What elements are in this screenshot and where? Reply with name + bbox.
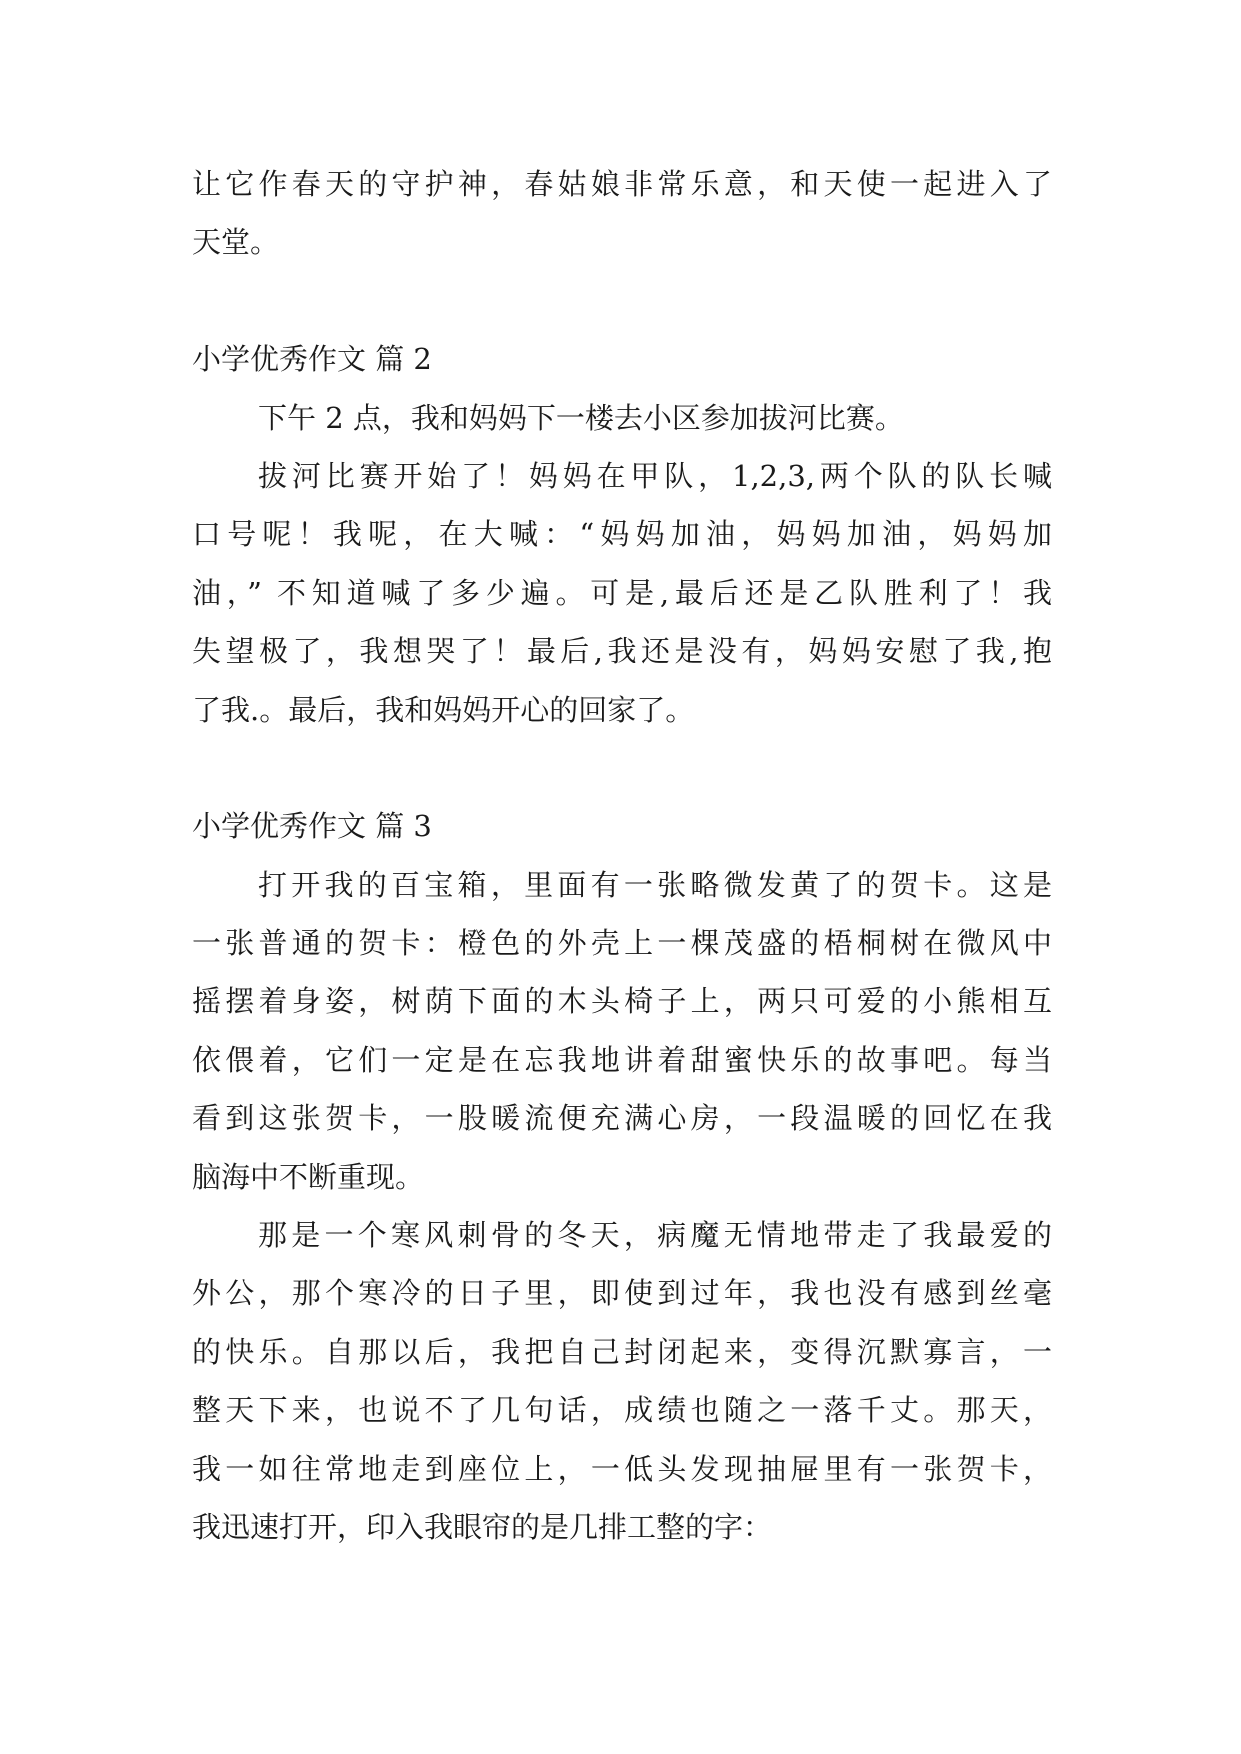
text-line: 天堂。 [192,225,280,260]
paragraph [192,1206,1052,1556]
text-line: 看到这张贺卡，一股暖流便充满心房，一段温暖的回忆在我 [192,1101,1052,1136]
paragraph [192,856,1052,1206]
text-line: 口号呢！我呢，在大喊：“妈妈加油，妈妈加油，妈妈加 [192,517,1052,552]
text-line: 让它作春天的守护神，春姑娘非常乐意，和天使一起进入了 [192,167,1052,201]
text-line: 脑海中不断重现。 [192,1159,425,1194]
document-body [192,155,1052,1556]
text-line: 一张普通的贺卡：橙色的外壳上一棵茂盛的梧桐树在微风中 [192,926,1052,961]
essay-heading: 小学优秀作文 篇 2 [192,342,432,377]
text-line: 油，” 不知道喊了多少遍。可是,最后还是乙队胜利了！我 [192,575,1052,610]
paragraph [192,389,1052,447]
text-line: 摇摆着身姿，树荫下面的木头椅子上，两只可爱的小熊相互 [192,984,1052,1019]
text-line: 拔河比赛开始了！妈妈在甲队，1,2,3,两个队的队长喊 [258,458,1052,493]
text-line: 我迅速打开，印入我眼帘的是几排工整的字： [192,1509,773,1544]
text-line: 外公，那个寒冷的日子里，即使到过年，我也没有感到丝毫 [192,1276,1052,1311]
essay-section [192,797,1052,1556]
text-line: 了我.。最后，我和妈妈开心的回家了。 [192,692,695,727]
text-line: 的快乐。自那以后，我把自己封闭起来，变得沉默寡言，一 [192,1334,1052,1369]
paragraph [192,447,1052,739]
essay-heading: 小学优秀作文 篇 3 [192,809,432,844]
text-line: 整天下来，也说不了几句话，成绩也随之一落千丈。那天， [192,1393,1052,1428]
text-line: 打开我的百宝箱，里面有一张略微发黄了的贺卡。这是 [258,867,1052,902]
text-line: 我一如往常地走到座位上，一低头发现抽屉里有一张贺卡， [192,1451,1052,1486]
text-line: 失望极了，我想哭了！最后,我还是没有，妈妈安慰了我,抱 [192,634,1052,669]
text-line: 依偎着，它们一定是在忘我地讲着甜蜜快乐的故事吧。每当 [192,1042,1052,1077]
text-line: 下午 2 点，我和妈妈下一楼去小区参加拔河比赛。 [258,400,904,435]
text-line: 那是一个寒风刺骨的冬天，病魔无情地带走了我最爱的 [258,1218,1052,1253]
essay-section [192,330,1052,739]
paragraph [192,155,1052,272]
